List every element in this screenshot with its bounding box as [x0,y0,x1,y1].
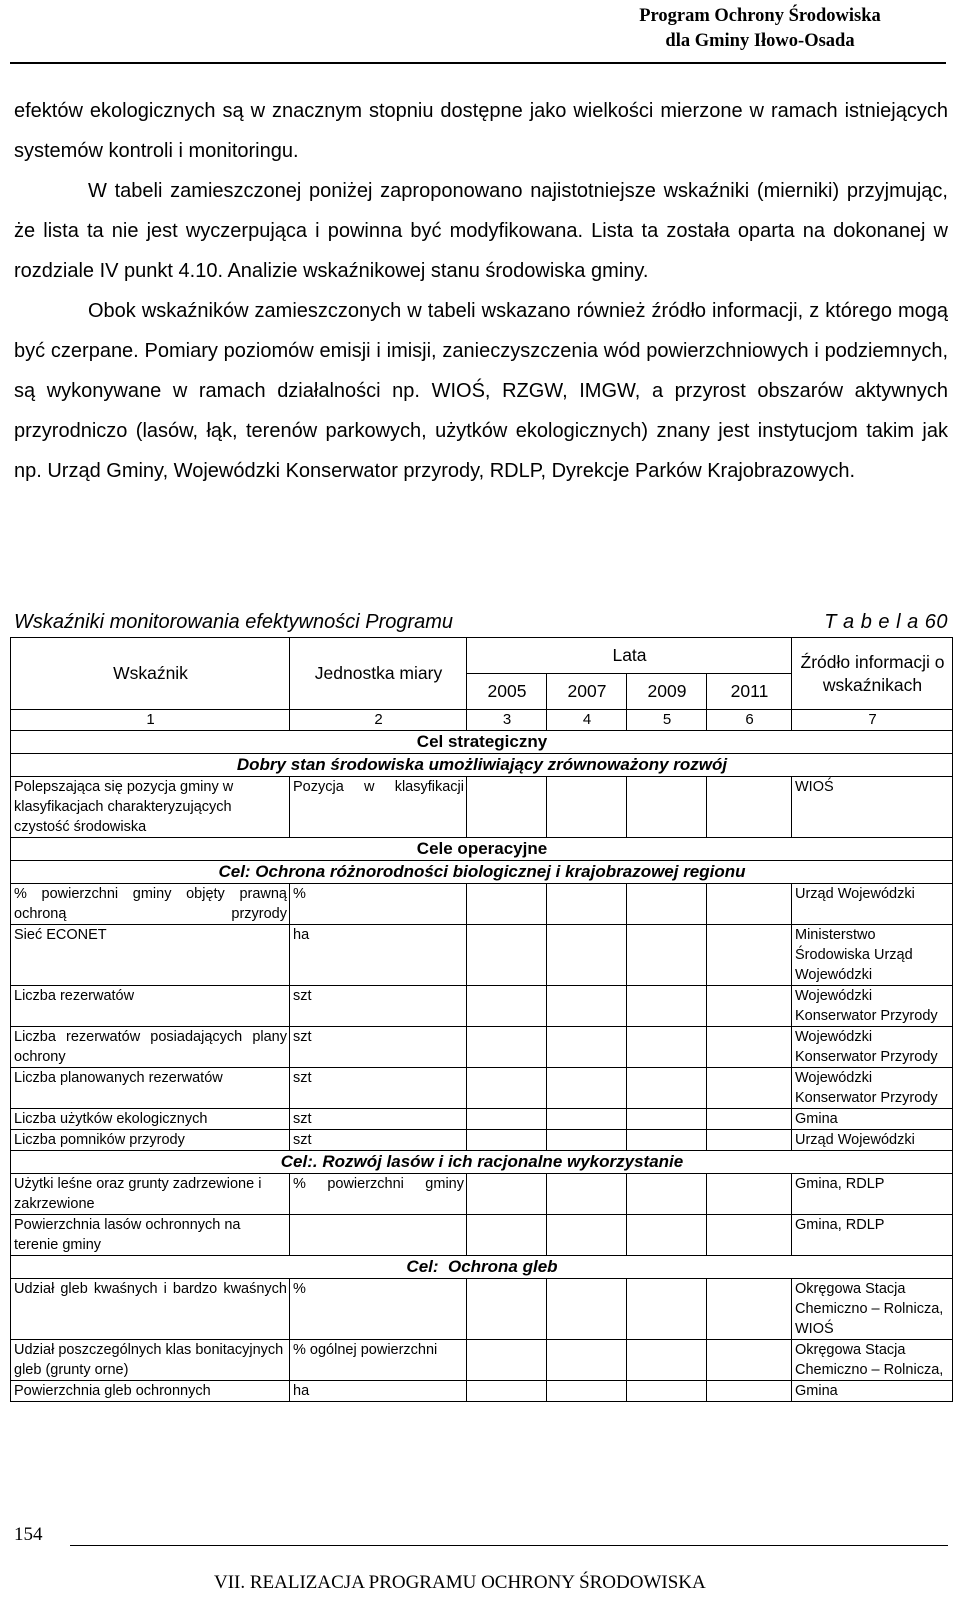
unit-cell: % [290,1279,467,1340]
header-year: 2007 [547,674,627,710]
source-cell: Gmina, RDLP [792,1174,953,1215]
indicator-cell: Sieć ECONET [11,925,290,986]
source-cell: Gmina [792,1381,953,1402]
indicator-cell: Liczba planowanych rezerwatów [11,1068,290,1109]
indicator-cell: Liczba rezerwatów posiadających plany ochrony [11,1027,290,1068]
table-row [11,1174,953,1215]
table-row [11,1340,953,1381]
column-number: 2 [290,710,467,731]
unit-cell: szt [290,986,467,1027]
column-number: 5 [627,710,707,731]
strategic-goal: Dobry stan środowiska umożliwiający zrównoważony rozwój [11,754,953,777]
header-indicator: Wskaźnik [11,638,290,710]
source-cell: Gmina, RDLP [792,1215,953,1256]
table-row [11,1130,953,1151]
header-year: 2009 [627,674,707,710]
header-rule [10,62,946,64]
source-cell: Ministerstwo Środowiska Urząd Wojewódzki [792,925,953,986]
unit-cell [290,1215,467,1256]
header-title: Program Ochrony Środowiska [639,6,881,26]
section-row [11,1256,953,1279]
source-cell: Urząd Wojewódzki [792,1130,953,1151]
table-row [11,777,953,838]
paragraph-3: Obok wskaźników zamieszczonych w tabeli wskazano również źródło informacji, z którego mogą być czerpane. Pomiary poziomów emisji i imisji, zanieczyszczenia wód powierzchniowych i podziemnych, są wykonywane w ramach działalności np. WIOŚ, RZGW, IMGW, a przyrost obszarów aktywnych przyrodniczo (lasów, łąk, terenów parkowych, użytków ekologicznych) znany jest instytucjom takim jak np. Urząd Gminy, Wojewódzki Konserwator przyrody, RDLP, Dyrekcje Parków Krajobrazowych. [14,300,948,482]
column-number: 4 [547,710,627,731]
header-year: 2011 [707,674,792,710]
table-row [11,925,953,986]
indicator-cell: Powierzchnia gleb ochronnych [11,1381,290,1402]
column-number: 6 [707,710,792,731]
unit-cell: % ogólnej powierzchni [290,1340,467,1381]
table-title: Wskaźniki monitorowania efektywności Programu [14,611,454,633]
table-row [11,884,953,925]
header-source: Źródło informacji o wskaźnikach [792,638,953,710]
unit-cell: % powierzchni gminy [290,1174,467,1215]
header-year: 2005 [467,674,547,710]
column-number: 3 [467,710,547,731]
source-cell: Gmina [792,1109,953,1130]
body-text [14,91,948,491]
indicator-cell: Udział poszczególnych klas bonitacyjnych gleb (grunty orne) [11,1340,290,1381]
indicator-cell: Udział gleb kwaśnych i bardzo kwaśnych [11,1279,290,1340]
goal-3: Cel: Ochrona gleb [11,1256,953,1279]
unit-cell: szt [290,1068,467,1109]
section-row [11,861,953,884]
table-header-row [11,638,953,674]
table-row [11,1279,953,1340]
unit-cell: ha [290,925,467,986]
table-row [11,1027,953,1068]
indicator-cell: Liczba rezerwatów [11,986,290,1027]
unit-cell: % [290,884,467,925]
column-number-row [11,710,953,731]
column-number: 7 [792,710,953,731]
goal-2: Cel:. Rozwój lasów i ich racjonalne wykorzystanie [11,1151,953,1174]
source-cell: Wojewódzki Konserwator Przyrody [792,986,953,1027]
unit-cell: szt [290,1130,467,1151]
table-row [11,1109,953,1130]
source-cell: Wojewódzki Konserwator Przyrody [792,1068,953,1109]
source-cell: Urząd Wojewódzki [792,884,953,925]
indicator-cell: Liczba pomników przyrody [11,1130,290,1151]
indicator-cell: % powierzchni gminy objęty prawną ochroną przyrody [11,884,290,925]
table-row [11,1381,953,1402]
source-cell: Okręgowa Stacja Chemiczno – Rolnicza, WIOŚ [792,1279,953,1340]
header-unit: Jednostka miary [290,638,467,710]
indicator-cell: Powierzchnia lasów ochronnych na terenie gminy [11,1215,290,1256]
source-cell: Wojewódzki Konserwator Przyrody [792,1027,953,1068]
indicator-cell: Liczba użytków ekologicznych [11,1109,290,1130]
paragraph-2: W tabeli zamieszczonej poniżej zaproponowano najistotniejsze wskaźniki (mierniki) przyjmując, że lista ta nie jest wyczerpująca i powinna być modyfikowana. Lista ta została oparta na dokonanej w rozdziale IV punkt 4.10. Analizie wskaźnikowej stanu środowiska gminy. [14,180,948,282]
section-row [11,1151,953,1174]
indicators-table [10,637,953,1402]
operational-label: Cele operacyjne [11,838,953,861]
page-number: 154 [14,1524,43,1545]
unit-cell: Pozycja w klasyfikacji [290,777,467,838]
section-row [11,731,953,754]
unit-cell: ha [290,1381,467,1402]
footer-rule [70,1545,948,1546]
goal-1: Cel: Ochrona różnorodności biologicznej i krajobrazowej regionu [11,861,953,884]
unit-cell: szt [290,1027,467,1068]
footer-chapter: VII. REALIZACJA PROGRAMU OCHRONY ŚRODOWISKA [214,1572,706,1593]
source-cell: Okręgowa Stacja Chemiczno – Rolnicza, [792,1340,953,1381]
indicator-cell: Użytki leśne oraz grunty zadrzewione i zakrzewione [11,1174,290,1215]
unit-cell: szt [290,1109,467,1130]
page-header [590,4,930,54]
header-years: Lata [467,638,792,674]
table-caption [14,609,948,635]
column-number: 1 [11,710,290,731]
paragraph-1: efektów ekologicznych są w znacznym stopniu dostępne jako wielkości mierzone w ramach istniejących systemów kontroli i monitoringu. [14,100,948,162]
header-subtitle: dla Gminy Iłowo-Osada [665,31,855,51]
section-row [11,838,953,861]
strategic-label: Cel strategiczny [11,731,953,754]
section-row [11,754,953,777]
table-row [11,1215,953,1256]
table-row [11,986,953,1027]
source-cell: WIOŚ [792,777,953,838]
table-label: T a b e l a 60 [824,611,948,633]
table-row [11,1068,953,1109]
indicator-cell: Polepszająca się pozycja gminy w klasyfikacjach charakteryzujących czystość środowiska [11,777,290,838]
